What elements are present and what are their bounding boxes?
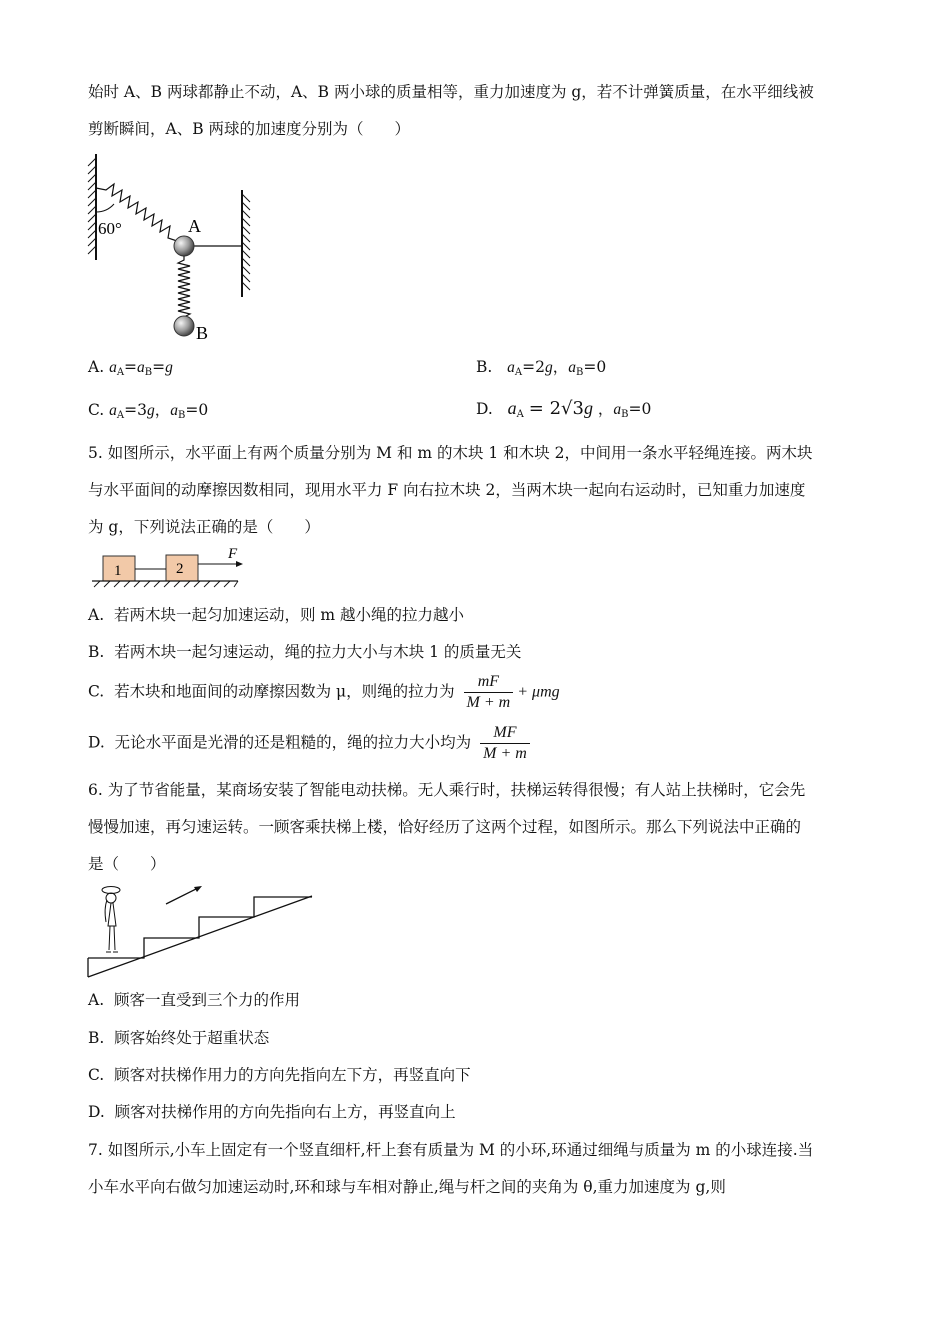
q4-option-d[interactable]: D. $a_A = 2√3g$ ，$a_B=0$ (476, 398, 652, 420)
q6-line1: 6. 为了节省能量，某商场安装了智能电动扶梯。无人乘行时，扶梯运转得很慢；有人站上扶梯时，它会先 (88, 781, 806, 799)
q5-option-c[interactable]: C. 若木块和地面间的动摩擦因数为 μ，则绳的拉力为 $\frac{mF}{M + m}$ + μmg (88, 673, 560, 711)
q4-angle-label: 60° (98, 219, 122, 238)
q4-option-b-text: $a_A=2g$，$a_B=0$ (507, 358, 607, 378)
q5-line2: 与水平面间的动摩擦因数相同，现用水平力 F 向右拉木块 2，当两木块一起向右运动时，已知重力加速度 (88, 481, 806, 499)
q5-force-label: F (228, 546, 238, 562)
q7-line1: 7. 如图所示,小车上固定有一个竖直细杆,杆上套有质量为 M 的小环,环通过细绳与质量为 m 的小球连接.当 (88, 1141, 814, 1159)
q5-block2-label: 2 (176, 561, 184, 577)
q4-option-c[interactable]: C. $a_A=3g$，$a_B=0$ (88, 401, 209, 421)
q4-option-c-text: $a_A=3g$，$a_B=0$ (109, 401, 209, 421)
q7-line2: 小车水平向右做匀加速运动时,环和球与车相对静止,绳与杆之间的夹角为 θ,重力加速度为 g,则 (88, 1178, 726, 1196)
q6-option-d[interactable]: D. 顾客对扶梯作用的方向先指向右上方，再竖直向上 (88, 1103, 456, 1121)
q5-option-b[interactable]: B. 若两木块一起匀速运动，绳的拉力大小与木块 1 的质量无关 (88, 643, 522, 661)
q5-option-a[interactable]: A. 若两木块一起匀加速运动，则 m 越小绳的拉力越小 (88, 606, 465, 624)
q4-option-b[interactable]: B. $a_A=2g$，$a_B=0$ (476, 358, 607, 378)
q6-option-b[interactable]: B. 顾客始终处于超重状态 (88, 1029, 270, 1047)
q4-stem-line2: 剪断瞬间，A、B 两球的加速度分别为（ ） (88, 120, 411, 138)
q6-line3: 是（ ） (88, 855, 166, 873)
q4-option-d-text: $a_A = 2√3g$ ，$a_B=0$ (507, 398, 652, 420)
q4-ball-b-label: B (196, 323, 209, 343)
q5-option-d[interactable]: D. 无论水平面是光滑的还是粗糙的，绳的拉力大小均为 $\frac{MF}{M + m}$ (88, 723, 534, 764)
q5-blocks-figure (88, 545, 248, 590)
q4-stem-line1: 始时 A、B 两球都静止不动，A、B 两小球的质量相等，重力加速度为 g，若不计弹簧质量，在水平细线被 (88, 83, 814, 101)
q5-option-c-fraction: $\frac{mF}{M + m}$ (464, 672, 514, 713)
q5-option-d-fraction: $\frac{MF}{M + m}$ (480, 723, 530, 764)
q4-option-a[interactable]: A. $a_A=a_B=g$ (88, 358, 173, 378)
q5-line3: 为 g，下列说法正确的是（ ） (88, 518, 320, 536)
q5-line1: 5. 如图所示，水平面上有两个质量分别为 M 和 m 的木块 1 和木块 2，中间用一条水平轻绳连接。两木块 (88, 444, 813, 462)
q4-option-a-text: $a_A=a_B=g$ (109, 358, 173, 378)
q4-spring-figure (84, 152, 264, 347)
q6-option-a[interactable]: A. 顾客一直受到三个力的作用 (88, 991, 300, 1009)
q5-block1-label: 1 (114, 563, 122, 579)
q4-ball-a-label: A (188, 216, 201, 236)
q6-line2: 慢慢加速，再匀速运转。一顾客乘扶梯上楼，恰好经历了这两个过程，如图所示。那么下列说法中正确的 (88, 818, 802, 836)
q6-escalator-figure (84, 880, 319, 982)
q6-option-c[interactable]: C. 顾客对扶梯作用力的方向先指向左下方，再竖直向下 (88, 1066, 471, 1084)
